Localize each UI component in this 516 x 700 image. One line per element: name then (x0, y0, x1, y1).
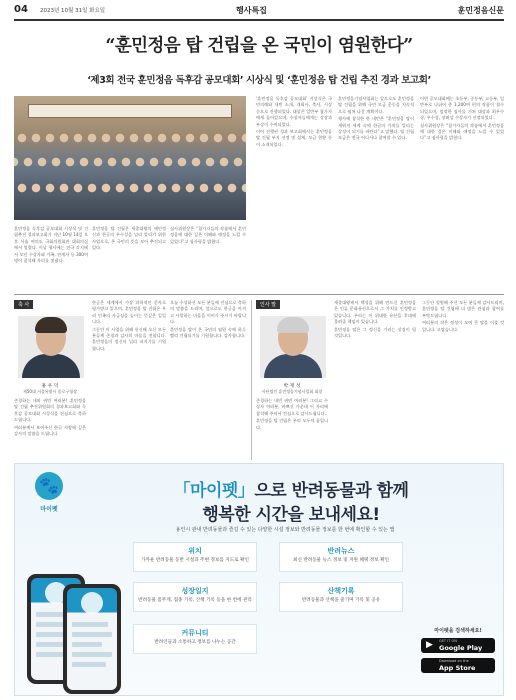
app-store-badge[interactable] (421, 658, 495, 673)
paragraph: 훈민정음 탑 건립은 우리 모두의 꿈입니다. (256, 418, 328, 430)
article-column (14, 226, 88, 292)
column-text (334, 300, 416, 460)
issue-date: 2023년 10월 31일 화요일 (40, 8, 106, 14)
paw-icon: 🐾 (35, 472, 63, 500)
play-store-icon: ▶ (426, 640, 433, 650)
section-name: 행사특집 (236, 6, 267, 15)
feature-title: 커뮤니티 (181, 629, 209, 637)
article-column (170, 226, 246, 292)
column-tag: 축 사 (14, 300, 33, 309)
headline: “훈민정음 탑 건립을 온 국민이 염원한다” (105, 36, 413, 56)
paragraph: 심사위원장은 “참가자들의 작품에서 훈민정음에 대한 깊은 이해와 애정을 느낄 수 있었다”고 심사평을 밝혔다. (420, 122, 504, 141)
google-play-badge[interactable] (421, 638, 495, 653)
feature-growth-log (125, 586, 265, 604)
subheadline: ‘제3회 전국 훈민정음 독후감 공모대회’ 시상식 및 ‘훈민정음 탑 건립 추진 경과 보고회’ (87, 75, 431, 86)
portrait-photo (260, 316, 326, 378)
screen-block (72, 652, 112, 657)
feature-desc: 가까운 반려동물 동반 시설과 주변 정보를 지도로 확인 (141, 558, 249, 563)
speaker-title: 제50대 서울특별시 종로구청장 (22, 389, 77, 394)
page-header (14, 4, 504, 18)
mypet-advertisement (14, 463, 504, 696)
paragraph: 그동안 이 사업을 위해 헌신해 오신 모든 분들께 존경과 감사의 마음을 전합니다. 훈민정음의 정신이 널리 퍼지기를 기원합니다. (92, 326, 166, 351)
logo-text: 마이펫 (40, 506, 58, 513)
paragraph: 오늘 수상하신 모든 분들께 진심으로 축하의 말씀을 드리며, 앞으로도 한글을 아끼고 사랑하는 마음을 이어가 주시기 바랍니다. (170, 300, 246, 325)
phone-screen (67, 588, 117, 690)
feature-location (125, 546, 265, 564)
paragraph: 존경하는 내외 귀빈 여러분! 훈민정음 탑 건립 추진위원회의 경과보고회와 독후감 공모대회 시상식을 진심으로 축하드립니다. (14, 398, 86, 423)
paragraph: 훈민정음 탑은 그 정신을 기리는 상징이 될 것입니다. (334, 326, 416, 339)
speaker-name: 홍 우 덕 (41, 384, 59, 389)
paragraph: 존경하는 내빈 귀빈 여러분! 그리고 수상자 여러분, 바쁘신 가운데 이 자리에 참석해 주셔서 진심으로 감사드립니다. (256, 398, 328, 416)
feature-title: 반려뉴스 (327, 547, 355, 555)
paragraph: 행사에 참석한 한 내빈은 “훈민정음 탑이 세워져 세계 속에 한글의 가치를 알리는 상징이 되기를 바란다”고 말했다. 탑 건립 모금은 전국 어디서나 참여할 수 있다. (338, 116, 414, 141)
feature-desc: 반려인들과 소통하고 정보를 나누는 공간 (154, 640, 236, 645)
photo-banner (28, 104, 232, 118)
event-group-photo (14, 96, 246, 220)
speaker-profile-left (14, 300, 86, 460)
badge-caption: Download on the (439, 659, 469, 663)
column-text (256, 398, 328, 460)
paragraph: 훈민정음 탑이 온 국민의 염원 속에 하루빨리 건립되기를 기원합니다. 감사합니다. (170, 326, 246, 339)
paragraph: 이어 진행된 경과 보고회에서는 훈민정음 탑 건립 부지 선정 및 설계, 모금 현황 등이 소개되었다. (256, 129, 332, 147)
photo-crowd-row (14, 130, 246, 156)
search-prompt: 마이펫을 검색하세요! (434, 628, 482, 634)
badge-store-name: App Store (439, 663, 476, 672)
feature-desc: 반려동물 몸무게, 접종 기록, 산책 기록 등을 한 번에 관리 (138, 598, 252, 603)
page-number: 04 (14, 4, 28, 15)
column-text (14, 398, 86, 460)
feature-desc: 최신 반려동물 뉴스 정보 및 지원 혜택 정보 확인 (293, 558, 389, 563)
paragraph: 한글은 세계에서 가장 과학적인 문자로 평가받고 있으며, 훈민정음 탑 건립은 우리 민족의 자긍심을 높이는 뜻깊은 일입니다. (92, 300, 166, 325)
screen-block (72, 622, 108, 627)
article-column (256, 96, 332, 292)
column-tag: 인사 말 (256, 300, 280, 309)
mypet-logo (25, 472, 73, 518)
feature-walk-log (271, 586, 411, 604)
paragraph: 이번 공모대회에는 초등부, 중등부, 고등부, 일반부로 나뉘어 총 1,200여 편의 작품이 접수되었으며, 엄정한 심사를 거쳐 대상과 최우수상, 우수상, 장려상 수상자가 선정되었다. (420, 96, 504, 121)
screen-block (72, 642, 102, 647)
photo-crowd-row (14, 154, 246, 180)
paragraph: 세종대왕께서 백성을 위해 만드신 훈민정음은 인류 문화유산으로서 그 가치를 인정받고 있습니다. 우리는 이 위대한 유산을 후대에 물려줄 책임이 있습니다. (334, 300, 416, 325)
feature-desc: 반려동물과 산책을 즐기며 기록 및 공유 (301, 598, 381, 603)
ad-headline (111, 476, 471, 501)
paragraph: 여러분께서 보여주신 한글 사랑에 깊은 감사의 말씀을 드립니다. (14, 424, 86, 437)
speaker-title: 사단법인 훈민정음기념사업회 회장 (261, 389, 323, 394)
ad-subtitle: 용인시 관내 반려동물과 즐길 수 있는 다양한 시설 정보와 반려동물 정보를 한 번에 확인할 수 있는 앱 (175, 527, 395, 533)
paragraph: 훈민정음 탑 건립은 세종대왕의 애민정신과 한글의 우수성을 널리 알리기 위한 사업으로, 온 국민의 뜻을 모아 추진되고 있다. (92, 226, 166, 251)
paragraph: ‘훈민정음 독후감 공모대회’ 시상식은 국민의례와 내빈 소개, 개회사, 축사, 시상 순으로 진행되었다. 대상은 일반부 참가자에게 돌아갔으며, 수상자들에게는 상장과 부상이 수여되었다. (256, 96, 332, 127)
article-column (92, 226, 166, 292)
screen-block (36, 642, 64, 647)
article-column (338, 96, 414, 292)
feature-title: 성장일지 (181, 587, 209, 595)
badge-caption: GET IT ON (439, 639, 457, 643)
portrait-suit (22, 354, 80, 378)
speaker-name: 박 재 성 (283, 384, 301, 389)
paragraph: 여러분의 작은 정성이 모여 큰 탑을 이룰 것입니다. 고맙습니다. (422, 320, 504, 332)
header-rule (14, 19, 504, 21)
portrait-hair (277, 317, 309, 333)
portrait-suit (264, 354, 322, 378)
paragraph: 심사위원장은 “참가자들의 작품에서 훈민정음에 대한 깊은 이해와 애정을 느낄 수 있었다”고 심사평을 밝혔다. (170, 226, 246, 244)
feature-title: 산책기록 (327, 587, 355, 595)
column-text (92, 300, 166, 460)
feature-community (125, 628, 265, 646)
paragraph: 훈민정음기념사업회는 앞으로도 훈민정음 탑 건립을 위해 국민 모금 운동을 지속적으로 펼쳐 나갈 계획이다. (338, 96, 414, 114)
badge-store-name: Google Play (439, 643, 483, 652)
photo-crowd-row (14, 180, 246, 206)
paragraph: 훈민정음 독후감 공모대회 시상식 및 건립추진 경과보고회가 지난 10월 14일 오후 서울 여의도 국회의원회관 대회의실에서 열렸다. 이날 행사에는 전국 각지에서 모인 수상자와 가족, 관계자 등 300여 명이 참석해 자리를 빛냈다. (14, 226, 88, 264)
column-text (422, 300, 504, 460)
feature-news (271, 546, 411, 564)
section-divider (14, 294, 504, 295)
portrait-photo (18, 316, 84, 378)
article-column (420, 96, 504, 292)
paragraph: 그동안 성원해 주신 모든 분들께 감사드리며, 훈민정음 탑 건립에 더 많은 관심과 참여를 부탁드립니다. (422, 300, 504, 318)
portrait-hair (35, 317, 67, 333)
ad-app-name: 「마이펫」 (173, 481, 255, 501)
speaker-profile-right (256, 300, 328, 460)
feature-title: 위치 (188, 547, 202, 555)
screen-block (72, 632, 112, 637)
screen-graphic (81, 592, 103, 614)
column-divider (251, 300, 252, 460)
screen-block (72, 662, 106, 667)
column-text (170, 300, 246, 460)
ad-headline-line2: 행복한 시간을 보내세요! (202, 505, 380, 525)
ad-headline-rest: 으로 반려동물과 함께 (254, 481, 409, 501)
phone-mockup (63, 584, 121, 694)
publication-name: 훈민정음신문 (457, 6, 504, 15)
